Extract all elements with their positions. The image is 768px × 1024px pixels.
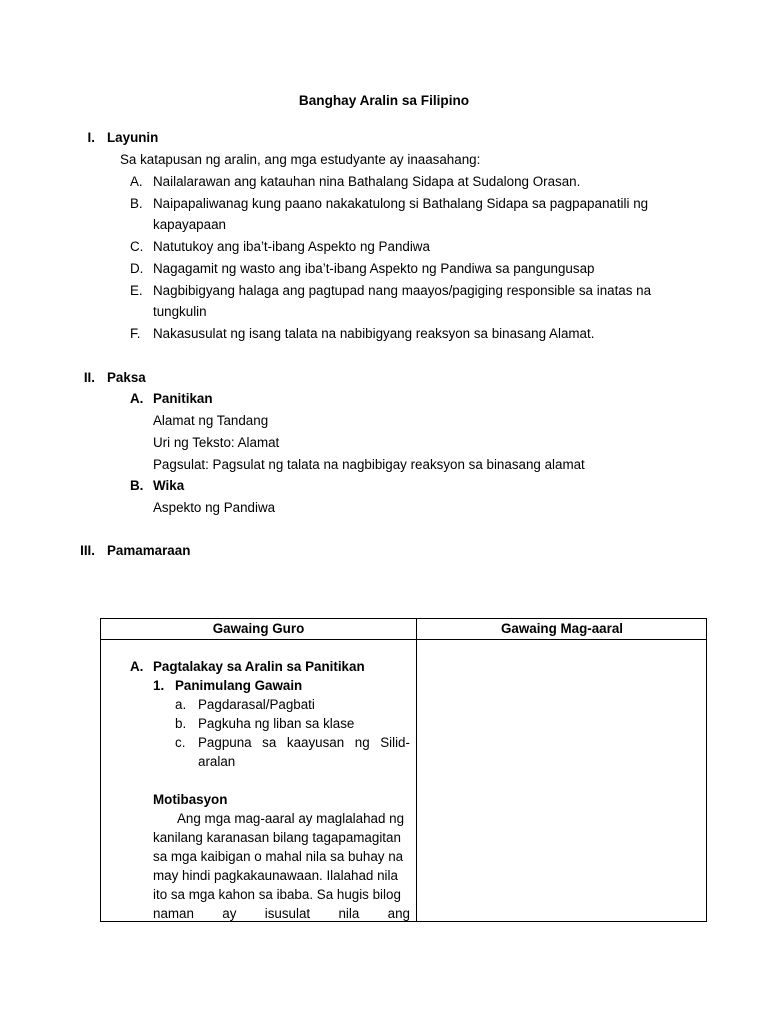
layunin-item-a: Nailalarawan ang katauhan nina Bathalang Sidapa at Sudalong Orasan. xyxy=(153,174,581,189)
paksa-panitikan-line: Alamat ng Tandang xyxy=(153,413,269,428)
paksa-panitikan-line: Uri ng Teksto: Alamat xyxy=(153,435,280,450)
subitem-pagkuha: Pagkuha ng liban sa klase xyxy=(198,716,355,731)
subitem-word: Silid- xyxy=(380,735,410,750)
subitem-letter-c: c. xyxy=(175,735,186,750)
layunin-letter-a: A. xyxy=(130,174,143,189)
motibasyon-line: may hindi pagkakaunawaan. Ilalahad nila xyxy=(153,868,398,883)
layunin-letter-c: C. xyxy=(130,239,144,254)
table-header-divider xyxy=(101,639,706,640)
paksa-heading-wika: Wika xyxy=(153,478,185,493)
layunin-intro: Sa katapusan ng aralin, ang mga estudyante ay inaasahang: xyxy=(120,152,481,167)
table-header-gawaing-guro: Gawaing Guro xyxy=(212,621,305,636)
layunin-item-b-cont: kapayapaan xyxy=(153,217,226,232)
table-number-1: 1. xyxy=(153,678,165,693)
paksa-wika-line: Aspekto ng Pandiwa xyxy=(153,500,276,515)
layunin-item-d: Nagagamit ng wasto ang iba’t-ibang Aspekto ng Pandiwa sa pangungusap xyxy=(153,261,595,276)
table-header-gawaing-mag-aaral: Gawaing Mag-aaral xyxy=(500,621,624,636)
layunin-item-f: Nakasusulat ng isang talata na nabibigyang reaksyon sa binasang Alamat. xyxy=(153,326,595,341)
motibasyon-heading: Motibasyon xyxy=(153,792,228,807)
layunin-item-e-cont: tungkulin xyxy=(153,304,207,319)
table-column-divider xyxy=(416,619,417,921)
layunin-item-e: Nagbibigyang halaga ang pagtupad nang maayos/pagiging responsible sa inatas na xyxy=(153,283,652,298)
motibasyon-word: ang xyxy=(387,906,410,921)
lesson-table xyxy=(100,618,707,922)
layunin-letter-f: F. xyxy=(130,326,141,341)
subitem-pagdarasal: Pagdarasal/Pagbati xyxy=(198,697,315,712)
subitem-letter-a: a. xyxy=(175,697,187,712)
motibasyon-word: isusulat xyxy=(264,906,311,921)
layunin-item-c: Natutukoy ang iba’t-ibang Aspekto ng Pandiwa xyxy=(153,239,430,254)
motibasyon-line: Ang mga mag-aaral ay maglalahad ng xyxy=(177,811,405,826)
paksa-panitikan-line: Pagsulat: Pagsulat ng talata na nagbibigay reaksyon sa binasang alamat xyxy=(153,457,585,472)
motibasyon-last-line xyxy=(153,906,410,921)
subitem-word: kaayusan xyxy=(286,735,345,750)
motibasyon-line: sa mga kaibigan o mahal nila sa buhay na xyxy=(153,849,404,864)
motibasyon-line: kanilang karanasan bilang tagapamagitan xyxy=(153,830,401,845)
table-heading-pagtalakay: Pagtalakay sa Aralin sa Panitikan xyxy=(153,659,365,674)
paksa-letter-b: B. xyxy=(130,478,144,493)
section-heading-paksa: Paksa xyxy=(107,370,146,385)
table-letter-a: A. xyxy=(130,659,144,674)
layunin-letter-e: E. xyxy=(130,283,143,298)
paksa-letter-a: A. xyxy=(130,391,144,406)
subitem-letter-b: b. xyxy=(175,716,187,731)
table-heading-panimulang-gawain: Panimulang Gawain xyxy=(175,678,303,693)
section-number-paksa: II. xyxy=(83,370,95,385)
subitem-word: sa xyxy=(262,735,277,750)
subitem-word: Pagpuna xyxy=(198,735,252,750)
motibasyon-word: naman xyxy=(153,906,194,921)
document-title: Banghay Aralin sa Filipino xyxy=(298,93,470,108)
subitem-pagpuna xyxy=(198,735,410,750)
section-number-pamamaraan: III. xyxy=(80,543,95,558)
motibasyon-word: nila xyxy=(338,906,360,921)
motibasyon-line: ito sa mga kahon sa ibaba. Sa hugis bilog xyxy=(153,887,401,902)
subitem-word: ng xyxy=(354,735,370,750)
layunin-letter-d: D. xyxy=(130,261,144,276)
section-number-layunin: I. xyxy=(87,130,95,145)
subitem-pagpuna-cont: aralan xyxy=(198,754,236,769)
section-heading-pamamaraan: Pamamaraan xyxy=(107,543,191,558)
paksa-heading-panitikan: Panitikan xyxy=(153,391,213,406)
section-heading-layunin: Layunin xyxy=(107,130,159,145)
motibasyon-word: ay xyxy=(222,906,237,921)
layunin-letter-b: B. xyxy=(130,196,143,211)
layunin-item-b: Naipapaliwanag kung paano nakakatulong si Bathalang Sidapa sa pagpapanatili ng xyxy=(153,196,649,211)
